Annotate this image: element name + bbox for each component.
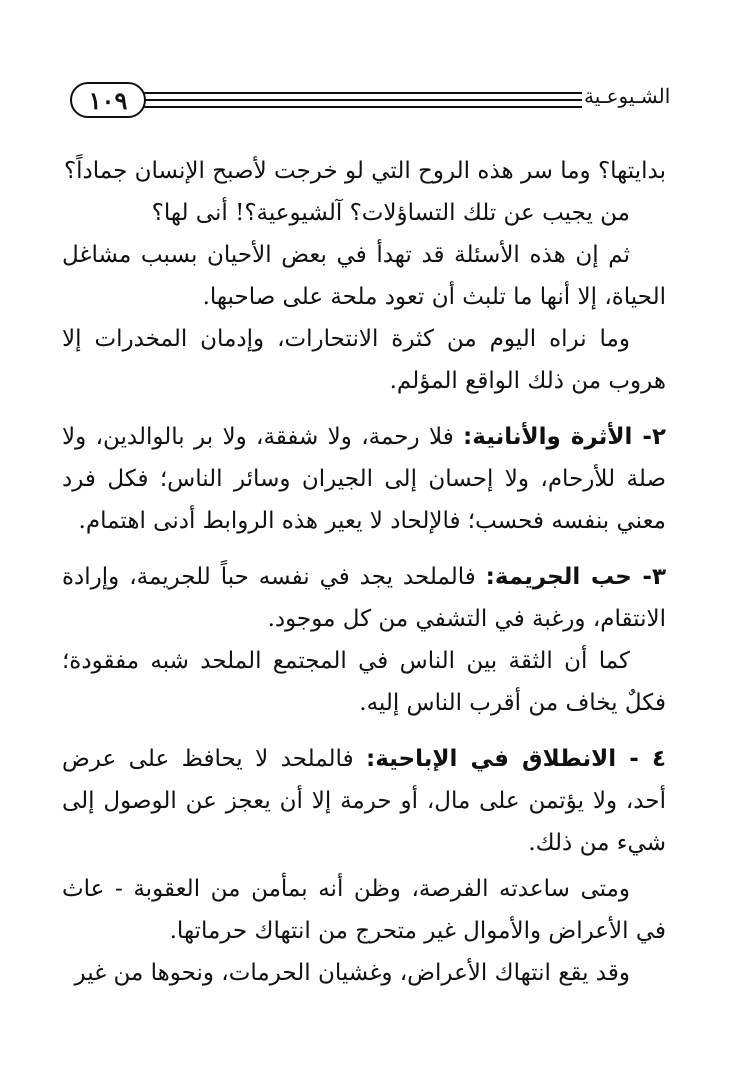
header-rule (144, 99, 582, 101)
section-4 (62, 738, 666, 864)
paragraph: ثم إن هذه الأسئلة قد تهدأ في بعض الأحيان بسبب مشاغل الحياة، إلا أنها ما تلبث أن تعود ملحة على صاحبها. (62, 242, 666, 310)
page-body (62, 150, 666, 994)
paragraph: وما نراه اليوم من كثرة الانتحارات، وإدمان المخدرات إلا هروب من ذلك الواقع المؤلم. (62, 326, 666, 394)
paragraph: من يجيب عن تلك التساؤلات؟ آلشيوعية؟! أنى لها؟ (151, 200, 630, 226)
section-3 (62, 556, 666, 640)
paragraph: كما أن الثقة بين الناس في المجتمع الملحد شبه مفقودة؛ فكلٌ يخاف من أقرب الناس إليه. (62, 648, 666, 716)
section-text: فالملحد يجد في نفسه حباً للجريمة، وإرادة الانتقام، ورغبة في التشفي من كل موجود. (62, 564, 666, 632)
paragraph: ومتى ساعدته الفرصة، وظن أنه بمأمن من العقوبة - عاث في الأعراض والأموال غير متحرج من انتهاك حرماتها. (62, 876, 666, 944)
page-header (62, 70, 671, 120)
header-rule (144, 106, 582, 108)
page-number: ١٠٩ (70, 82, 146, 118)
section-text: فالملحد لا يحافظ على عرض أحد، ولا يؤتمن على مال، أو حرمة إلا أن يعجز عن الوصول إلى شيء من ذلك. (62, 746, 666, 856)
section-heading: ٤ - الانطلاق في الإباحية: (366, 746, 666, 772)
section-heading: ٣- حب الجريمة: (485, 564, 666, 590)
header-rule (144, 92, 582, 94)
running-title: الشـيوعـية (584, 84, 671, 108)
section-text: فلا رحمة، ولا شفقة، ولا بر بالوالدين، ولا صلة للأرحام، ولا إحسان إلى الجيران وسائر الناس؛ فكل فرد معني بنفسه فحسب؛ فالإلحاد لا يعير هذه الروابط أدنى اهتمام. (62, 424, 666, 534)
paragraph: وقد يقع انتهاك الأعراض، وغشيان الحرمات، ونحوها من غير (74, 960, 630, 986)
section-heading: ٢- الأثرة والأنانية: (463, 424, 667, 450)
section-2 (62, 416, 666, 542)
paragraph: بدايتها؟ وما سر هذه الروح التي لو خرجت لأصبح الإنسان جماداً؟ (63, 158, 666, 184)
